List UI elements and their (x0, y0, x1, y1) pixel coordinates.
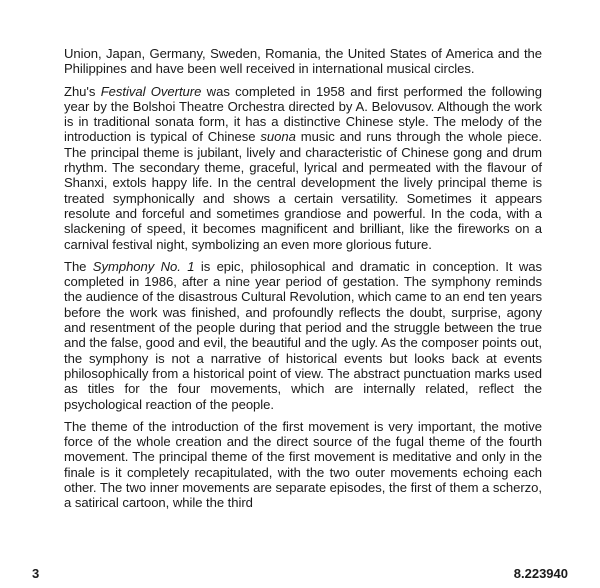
page-number: 3 (32, 566, 40, 581)
paragraph-3 (64, 259, 542, 412)
document-body (64, 46, 542, 518)
catalog-number: 8.223940 (513, 566, 568, 581)
page-footer (0, 566, 600, 582)
paragraph-1 (64, 46, 542, 77)
text-run: music and runs through the whole piece. The principal theme is jubilant, lively and characteristic of Chinese gong and drum rhythm. The secondary theme, graceful, lyrical and permeated with the flavour of Shanxi, extols happy life. In the central development the lively principal theme is treated symphonically and shows a certain versatility. Sometimes it appears resolute and forceful and sometimes grandiose and powerful. In the coda, with a slackening of speed, it becomes magnificent and brilliant, like the fireworks on a carnival festival night, symbolizing an even more glorious future. (64, 129, 542, 252)
italic-title: Symphony No. 1 (92, 258, 195, 274)
paragraph-4 (64, 419, 542, 511)
italic-title: Festival Overture (100, 83, 202, 99)
text-run: The (64, 258, 93, 274)
text-run: Zhu's (64, 83, 101, 99)
text-run: The theme of the introduction of the first movement is very important, the motive force of the whole creation and the direct source of the fugal theme of the fourth movement. The principal theme of the first movement is meditative and only in the finale is it completely recapitulated, with the two outer movements echoing each other. The two inner movements are separate episodes, the first of them a scherzo, a satirical cartoon, while the third (64, 418, 542, 511)
italic-title: suona (260, 129, 296, 145)
text-run: is epic, philosophical and dramatic in conception. It was completed in 1986, after a nine year period of gestation. The symphony reminds the audience of the disastrous Cultural Revolution, which came to an end ten years before the work was finished, and profoundly reflects the doubt, surprise, agony and resentment of the people during that period and the struggle between the true and the false, good and evil, the beautiful and the ugly. As the composer points out, the symphony is not a narrative of historical events but looks back at events philosophically from a historical point of view. The abstract punctuation marks used as titles for the four movements, which are internally related, reflect the psychological reaction of the people. (64, 258, 542, 412)
text-run: Union, Japan, Germany, Sweden, Romania, the United States of America and the Philippines and have been well received in international musical circles. (64, 46, 542, 77)
paragraph-2 (64, 84, 542, 252)
text-run: was completed in 1958 and first performed the following year by the Bolshoi Theatre Orchestra directed by A. Belovusov. Although the work is in traditional sonata form, it has a distinctive Chinese style. The melody of the introduction is typical of Chinese (64, 83, 542, 145)
